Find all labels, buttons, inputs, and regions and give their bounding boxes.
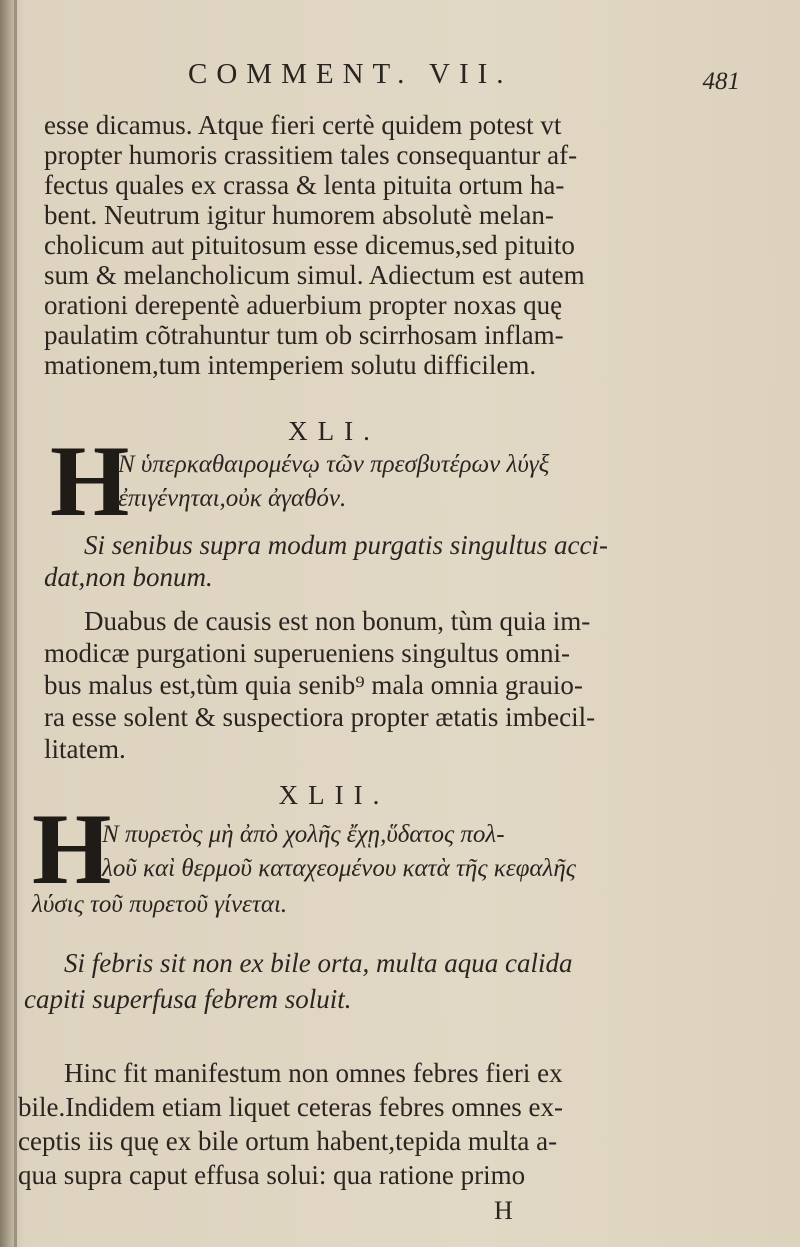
binding-edge (14, 0, 17, 1247)
latin-aphorism-line: Si senibus supra modum purgatis singultus acci- (84, 530, 609, 560)
latin-aphorism-line: capiti superfusa febrem soluit. (24, 984, 352, 1014)
header-title: COMMENT. VII. (188, 58, 513, 90)
text-line: bent. Neutrum igitur humorem absolutè melan- (44, 200, 554, 230)
greek-aphorism-line: λύσις τοῦ πυρετοῦ γίνεται. (32, 891, 288, 918)
latin-aphorism-line: Si febris sit non ex bile orta, multa aqua calida (64, 948, 573, 978)
text-line: propter humoris crassitiem tales consequantur af- (44, 140, 578, 170)
commentary-line: ceptis iis quę ex bile ortum habent,tepida multa a- (18, 1126, 558, 1156)
greek-aphorism-line: λοῦ καὶ θερμοῦ καταχεομένου κατὰ τῆς κεφαλῆς (102, 855, 576, 882)
drop-cap-initial: H (32, 793, 112, 906)
commentary-line: litatem. (44, 734, 126, 764)
latin-aphorism-line: dat,non bonum. (44, 562, 213, 592)
running-header (188, 58, 740, 98)
commentary-line: ra esse solent & suspectiora propter ætatis imbecil- (44, 702, 596, 732)
commentary-line: bus malus est,tùm quia senib⁹ mala omnia grauio- (44, 670, 583, 700)
commentary-line: qua supra caput effusa solui: qua ratione primo (18, 1160, 526, 1190)
text-line: orationi derepentè aduerbium propter noxas quę (44, 290, 563, 320)
text-line: sum & melancholicum simul. Adiectum est autem (44, 260, 585, 290)
text-line: esse dicamus. Atque fieri certè quidem potest vt (44, 110, 562, 140)
text-line: paulatim cõtrahuntur tum ob scirrhosam inflam- (44, 320, 564, 350)
text-line: mationem,tum intemperiem solutu difficilem. (44, 350, 537, 380)
text-line: fectus quales ex crassa & lenta pituita ortum ha- (44, 170, 565, 200)
section-number-42: XLII. (278, 780, 390, 810)
page-number: 481 (702, 68, 740, 95)
greek-aphorism-line: N πυρετὸς μὴ ἀπὸ χολῆς ἔχῃ,ὕδατος πολ- (102, 821, 505, 848)
binding-gutter (0, 0, 14, 1247)
drop-cap-initial: H (50, 425, 130, 538)
greek-aphorism-line: N ὑπερκαθαιρομένῳ τῶν πρεσβυτέρων λύγξ (118, 451, 550, 478)
commentary-line: modicæ purgationi superueniens singultus omni- (44, 638, 570, 668)
commentary-line: Duabus de causis est non bonum, tùm quia im- (84, 606, 591, 636)
section-number-41: XLI. (288, 416, 380, 446)
commentary-line: bile.Indidem etiam liquet ceteras febres omnes ex- (18, 1092, 564, 1122)
greek-aphorism-line: ἐπιγένηται,οὐκ ἀγαθόν. (118, 485, 347, 512)
text-line: cholicum aut pituitosum esse dicemus,sed pituito (44, 230, 575, 260)
commentary-line: Hinc fit manifestum non omnes febres fieri ex (64, 1058, 563, 1088)
signature-mark: H (494, 1196, 513, 1225)
